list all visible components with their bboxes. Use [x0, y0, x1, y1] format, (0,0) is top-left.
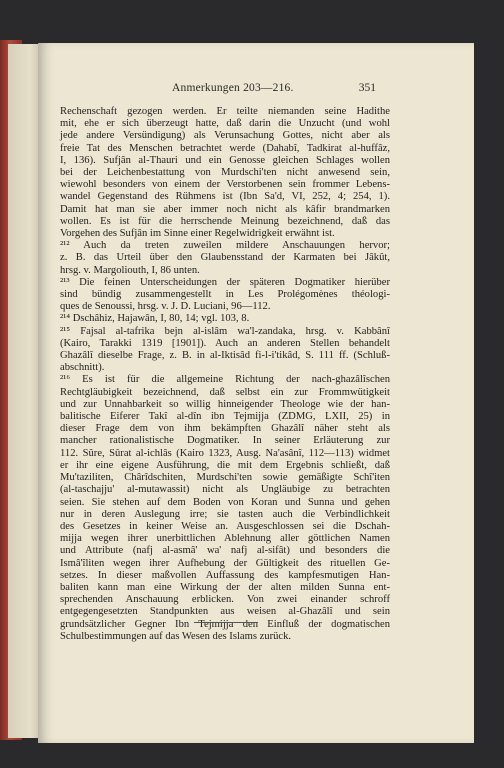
text-line: nur in deren Auslegung irre; sie tasten auch die Verbindlichkeit — [60, 508, 390, 520]
text-line: freie Tat des Menschen betrachtet werde (Dahabî, Tadkirat al-huffâz, — [60, 142, 390, 154]
text-line: I, 136). Sufjân al-Thauri und ein Genosse gleichen Schlages wollen — [60, 154, 390, 166]
text-line: Ismâ'îliten wegen ihrer Aufhebung der Gültigkeit des rituellen Ge- — [60, 557, 390, 569]
text-line: baliten kann man eine Wirkung der der alten milden Sunna ent- — [60, 581, 390, 593]
text-line: sprechenden Anschauung erblicken. Von zwei einander schroff — [60, 594, 390, 606]
text-line: wiewohl besonders von einem der Verstorbenen sein frommer Lebens- — [60, 179, 390, 191]
text-line: ²¹³ Die feinen Unterscheidungen der späteren Dogmatiker hierüber — [60, 276, 390, 288]
text-line: ²¹² Auch da treten zuweilen mildere Anschauungen hervor; — [60, 240, 390, 252]
text-line: Mu'taziliten, Chârîdschiten, Murdschi'ten sowie gemäßigte Schî'iten — [60, 472, 390, 484]
text-line: Ghazâlî dieselbe Frage, z. B. in al-Iktisâd fi-l-i'tikâd, S. 111 ff. (Schluß- — [60, 350, 390, 362]
text-line: und zur Unnahbarkeit so willig hinneigender Theologe wie der han- — [60, 398, 390, 410]
text-line: und Attribute (nafj al-asmâ' wa' nafj al-sifât) und besonders die — [60, 545, 390, 557]
text-line: hrsg. v. Margoliouth, I, 86 unten. — [60, 264, 200, 276]
text-line: Schulbestimmungen auf das Wesen des Islams zurück. — [60, 630, 292, 642]
text-line: abschnitt). — [60, 362, 105, 374]
running-head: Anmerkungen 203—216. — [172, 82, 294, 94]
text-line: 112. Sûre, Sûrat al-ichlâs (Kairo 1323, Ausg. Na'asânî, 112—113) widmet — [60, 447, 390, 459]
text-line: ²¹⁴ Dschâhiz, Hajawân, I, 80, 14; vgl. 103, 8. — [60, 313, 250, 325]
text-line: entgegengesetzten Standpunkten aus weisen al-Ghazâlî und sein — [60, 606, 390, 618]
text-line: mancher rationalistische Dogmatiker. In seiner Erläuterung zur — [60, 435, 390, 447]
text-line: mijja wegen ihrer unerbittlichen Ablehnung aller göttlichen Namen — [60, 533, 390, 545]
text-line: mit, ehe er sich überzeugt hatte, daß darin die Unzucht (und wohl — [60, 118, 390, 130]
text-line: wollen. Es ist für die herrschende Meinung bezeichnend, daß das — [60, 215, 390, 227]
left-page-edge — [8, 44, 40, 738]
end-rule — [194, 622, 258, 623]
text-line: er ihr eine eigene Ausführung, die mit dem Ergebnis schließt, daß — [60, 459, 390, 471]
text-line: Rechenschaft gezogen werden. Er teilte niemanden seine Hadithe — [60, 106, 390, 117]
text-line: des Gesetzes in keiner Weise an. Ausgeschlossen sei die Dschah- — [60, 520, 390, 532]
text-line: Vorgehen des Sufjân im Sinne einer Regelwidrigkeit erwähnt ist. — [60, 228, 335, 240]
text-line: grundsätzlicher Gegner Ibn Tejmijja den Einfluß der dogmatischen — [60, 618, 390, 630]
text-line: Damit hat man sie aber immer noch nicht als kâfir brandmarken — [60, 203, 390, 215]
text-line: (Kairo, Tarakki 1319 [1901]). Auch an anderen Stellen behandelt — [60, 337, 390, 349]
text-line: dieser Frage dem von ihm bekämpften Ghazâlî näher steht als — [60, 423, 390, 435]
text-line: seien. Sie stehen auf dem Boden von Koran und Sunna und gehen — [60, 496, 390, 508]
page-number: 351 — [358, 82, 376, 94]
text-line: balitische Eiferer Takî al-dîn ibn Tejmijja (ZDMG, LXII, 25) in — [60, 411, 390, 423]
text-line: z. B. das Urteil über den Glaubensstand der Karmaten bei Jâkût, — [60, 252, 390, 264]
text-line: ²¹⁵ Fajsal al-tafrika bejn al-islâm wa'l-zandaka, hrsg. v. Kabbânî — [60, 325, 390, 337]
text-line: ques de Senoussi, hrsg. v. J. D. Luciani, 96—112. — [60, 301, 271, 313]
text-line: jede andere Versündigung) als Verunsachung Gottes, nicht aber als — [60, 130, 390, 142]
text-line: bei der Leichenbestattung von Murdschi'ten nicht anwesend sein, — [60, 167, 390, 179]
notes-text — [60, 106, 390, 643]
text-line: Rechtgläubigkeit bezeichnend, daß selbst ein zur Frommwütigkeit — [60, 386, 390, 398]
text-line: sind bündig zusammengestellt in Les Prolégomènes théologi- — [60, 289, 390, 301]
text-line: wandel Gegenstand des Rühmens ist (Ibn Sa'd, VI, 252, 4; 254, 1). — [60, 191, 390, 203]
text-line: ²¹⁶ Es ist für die allgemeine Richtung der nach-ghazâlîschen — [60, 374, 390, 386]
text-line: (al-taschajju' al-mutawassit) nicht als Ungläubige zu betrachten — [60, 484, 390, 496]
text-line: setzes. In dieser maßvollen Auffassung des kampfesmutigen Han- — [60, 569, 390, 581]
